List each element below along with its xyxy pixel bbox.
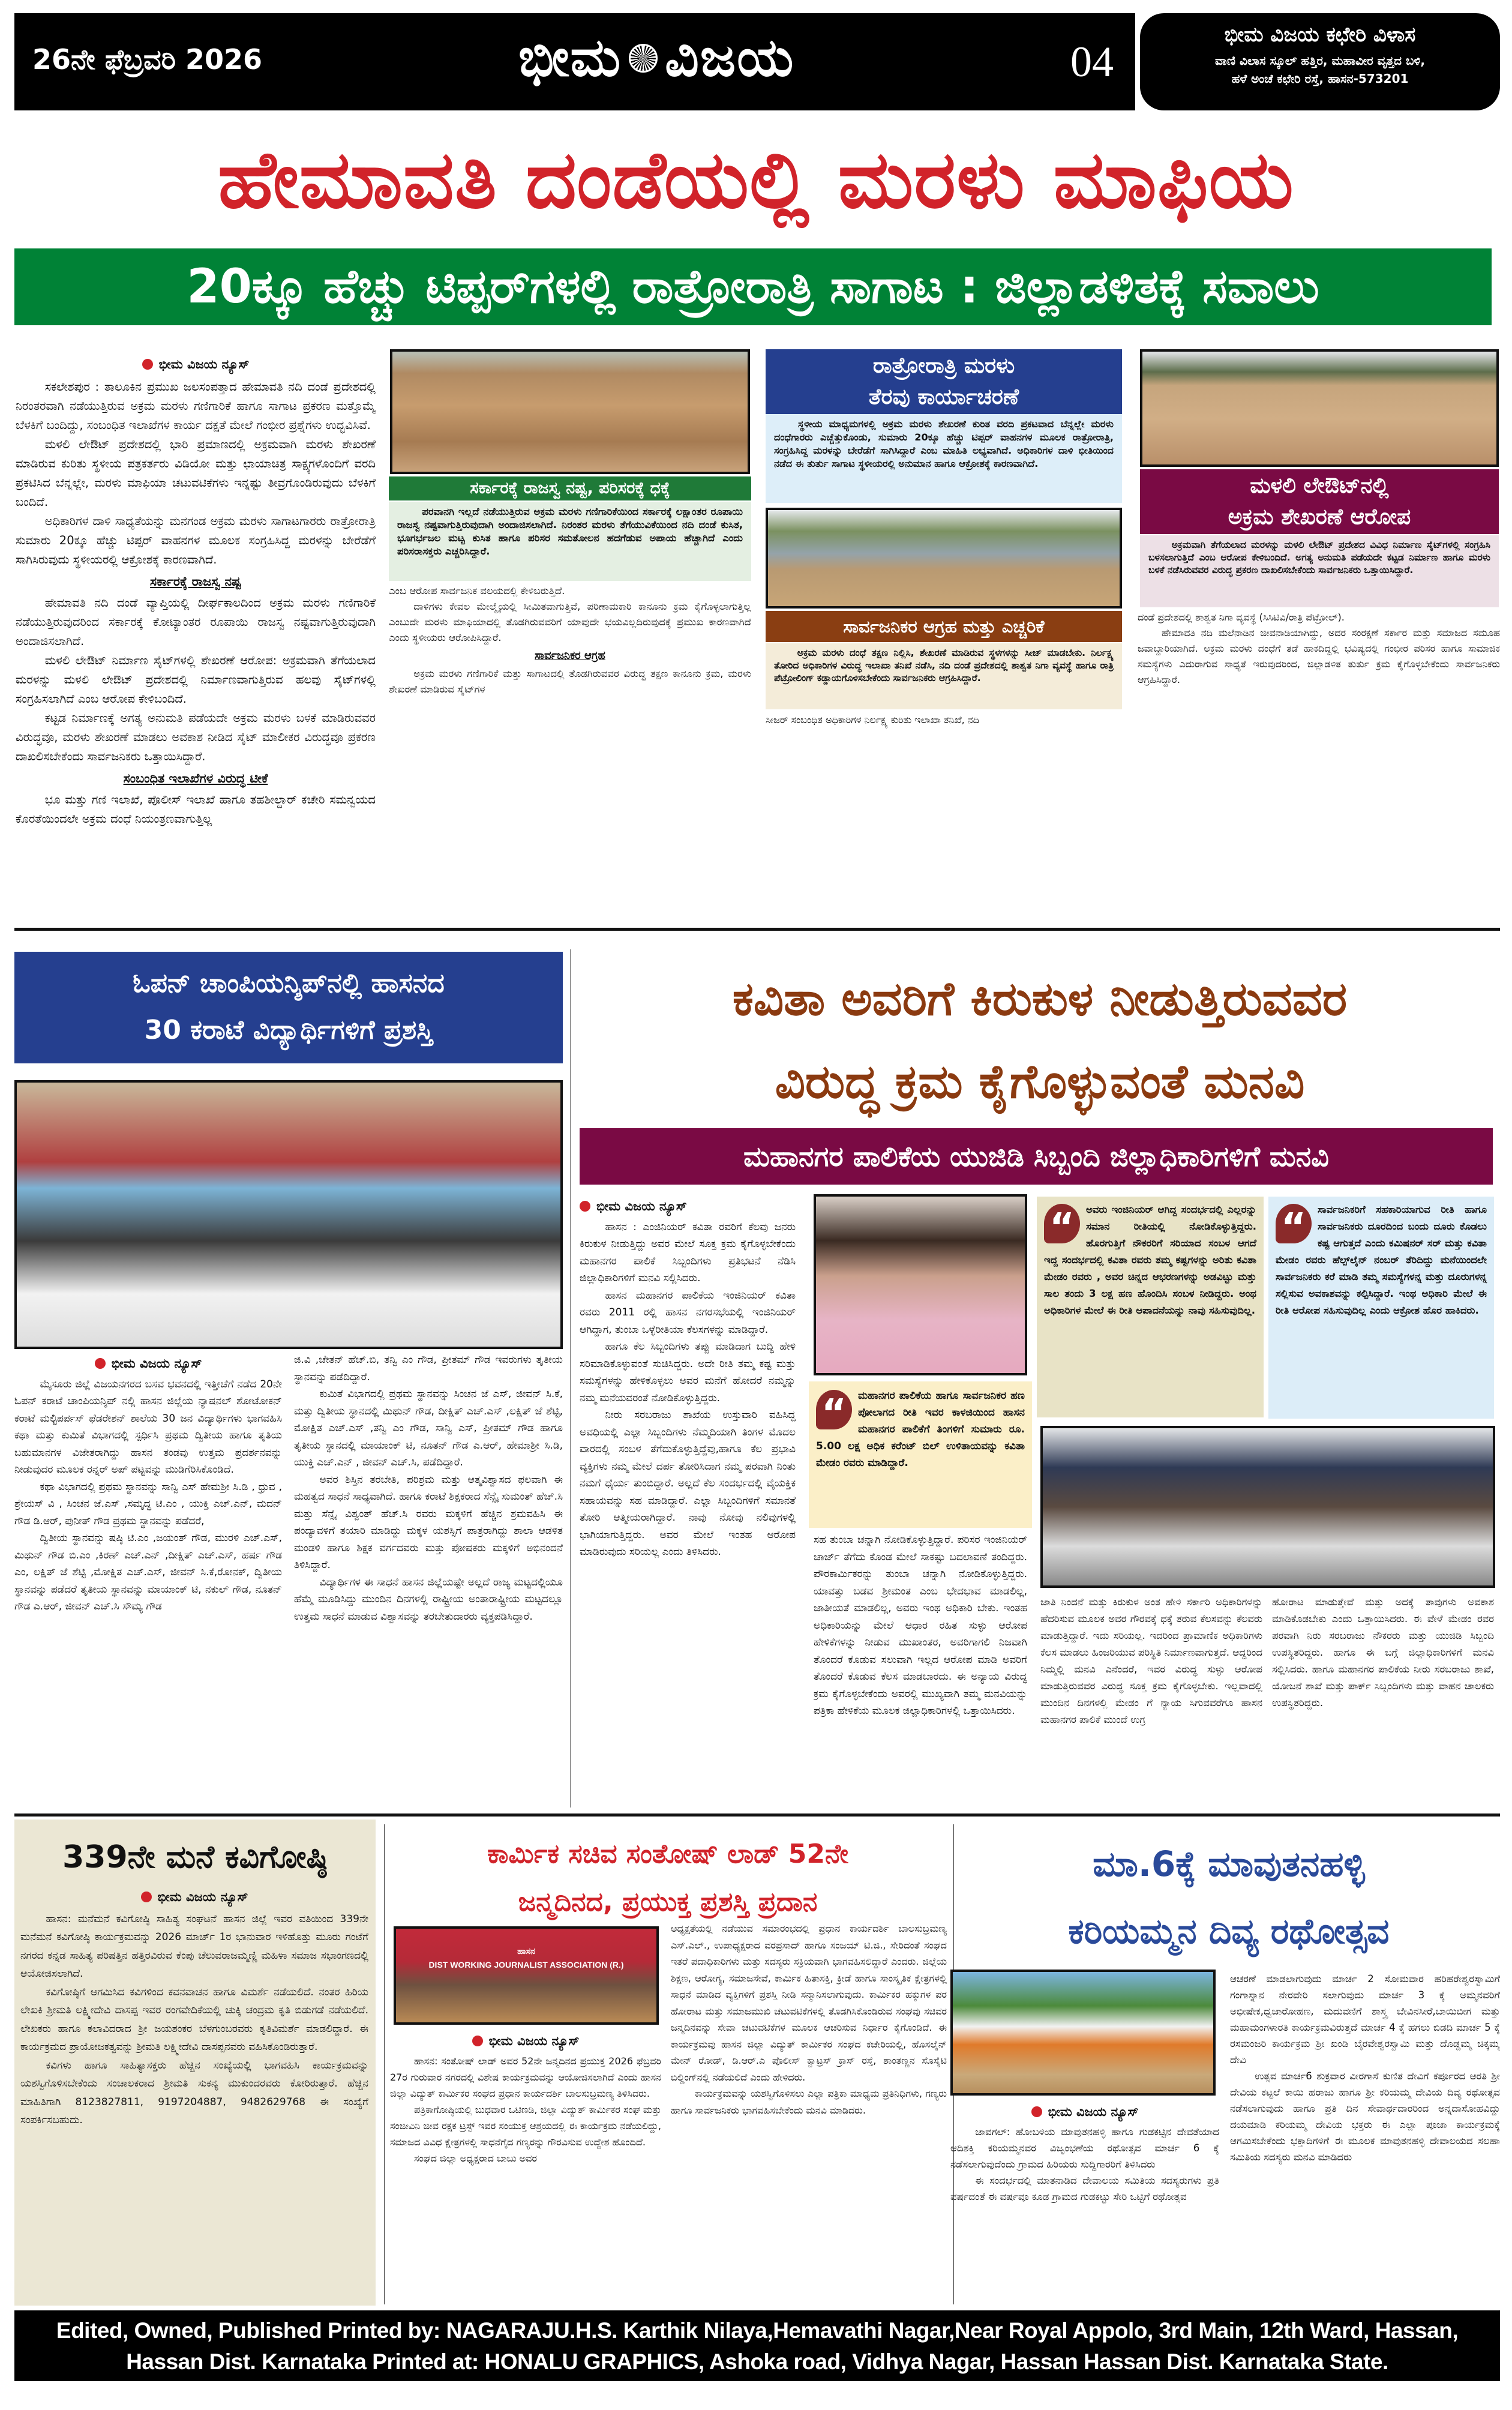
- column-divider: [384, 1824, 385, 2304]
- title-line: ಅಕ್ರಮ ಶೇಖರಣೆ ಆರೋಪ: [1228, 505, 1411, 529]
- paragraph: ಉತ್ಸವ ಮಾರ್ಚ6 ಶುಕ್ರವಾರ ವೀರಗಾಸೆ ಕುಣಿತ ದೇವಿಗೆ ಕರ್ಪೂರದ ಆರತಿ ಶ್ರೀ ದೇವಿಯ ಕಟ್ಟಲೆ ಕಾಯಿ ಹರಾಜು ಹಾಗೂ ಶ್ರೀ ಕರಿಯಮ್ಮ ದೇವಿಯ ದಿವ್ಯ ರಥೋತ್ಸವ ನಡೆಸಲಾಗುವುದು ಹಾಗೂ ಪ್ರತಿ ದಿನ ಸೇವಾರ್ಥದಾರರಿಂದ ಅನ್ನದಾಸೋಹವಿದ್ದು ದಯಮಾಡಿ ಕರಿಯಮ್ಮ ದೇವಿಯ ಭಕ್ತರು ಈ ಎಲ್ಲಾ ಪೂಜಾ ಕಾರ್ಯಕ್ರಮಕ್ಕೆ ಆಗಮಿಸಬೇಕೆಂದು ಭಕ್ತಾದಿಗಳಿಗೆ ಈ ಮೂಲಕ ಮಾವುತನಹಳ್ಳಿ ದೇವಾಲಯದ ಸಲಹಾ ಸಮಿತಿಯ ಸದಸ್ಯರು ಮನವಿ ಮಾಡಿದರು: [1230, 2070, 1500, 2163]
- paragraph: ಈ ಸಂದರ್ಭದಲ್ಲಿ ಮಾತನಾಡಿದ ದೇವಾಲಯ ಸಮಿತಿಯ ಸದಸ್ಯರುಗಳು ಪ್ರತಿ ವರ್ಷದಂತೆ ಈ ವರ್ಷವೂ ಕೂಡ ಗ್ರಾಮದ ಗುಡಕಟ್ಟು ಸೇರಿ ಒಟ್ಟಿಗೆ ರಥೋತ್ಸವ: [950, 2175, 1219, 2202]
- karate-headline: [14, 952, 563, 1063]
- paragraph: ಜಾತಿ ನಿಂದನೆ ಮತ್ತು ಕಿರುಕುಳ ಅಂತ ಹೇಳಿ ಸರ್ಕಾರಿ ಅಧಿಕಾರಿಗಳನ್ನು ಹೆದರಿಸುವ ಮೂಲಕ ಅವರ ಗೌರವಕ್ಕೆ ಧಕ್ಕೆ ತರುವ ಕೆಲಸವನ್ನು ಕೆಲವರು ಮಾಡುತ್ತಿದ್ದಾರೆ. ಇದು ಸರಿಯಲ್ಲ. ಇದರಿಂದ ಪ್ರಾಮಾಣಿಕ ಅಧಿಕಾರಿಗಳು ಕೆಲಸ ಮಾಡಲು ಹಿಂಜರಿಯುವ ಪರಿಸ್ಥಿತಿ ನಿರ್ಮಾಣವಾಗುತ್ತದೆ. ಆದ್ದರಿಂದ ನಿಮ್ಮಲ್ಲಿ ಮನವಿ ಎನೆಂದರೆ, ಇವರ ವಿರುದ್ಧ ಸುಳ್ಳು ಆರೋಪ ಮಾಡುತ್ತಿರುವವರ ವಿರುದ್ಧ ಸೂಕ್ತ ಕ್ರಮ ಕೈಗೊಳ್ಳಬೇಕು. ಇಲ್ಲವಾದಲ್ಲಿ ಮುಂದಿನ ದಿನಗಳಲ್ಲಿ ಮೇಡಂ ಗೆ ನ್ಯಾಯ ಸಿಗುವವರೆಗೂ ಹಾಸನ ಮಹಾನಗರ ಪಾಲಿಕೆ ಮುಂದೆ ಉಗ್ರ: [1040, 1596, 1262, 1725]
- subheading: ಸರ್ಕಾರಕ್ಕೆ ರಾಜಸ್ವ ನಷ್ಟ: [150, 574, 241, 589]
- paragraph: ವಿದ್ಯಾರ್ಥಿಗಳ ಈ ಸಾಧನೆ ಹಾಸನ ಜಿಲ್ಲೆಯಷ್ಟೇ ಅಲ್ಲದೆ ರಾಜ್ಯ ಮಟ್ಟದಲ್ಲಿಯೂ ಹೆಮ್ಮೆ ಮೂಡಿಸಿದ್ದು ಮುಂದಿನ ದಿನಗಳಲ್ಲಿ ರಾಷ್ಟ್ರೀಯ ಅಂತಾರಾಷ್ಟ್ರೀಯ ಮಟ್ಟದಲ್ಲೂ ಉತ್ತಮ ಸಾಧನೆ ಮಾಡುವ ವಿಶ್ವಾಸವನ್ನು ತರಬೇತುದಾರರು ವ್ಯಕ್ತಪಡಿಸಿದ್ದಾರೆ.: [294, 1576, 563, 1623]
- karate-column-1: [14, 1351, 282, 1808]
- paragraph: ಕವಿಗಳು ಹಾಗೂ ಸಾಹಿತ್ಯಾಸಕ್ತರು ಹೆಚ್ಚಿನ ಸಂಖ್ಯೆಯಲ್ಲಿ ಭಾಗವಹಿಸಿ ಕಾರ್ಯಕ್ರಮವನ್ನು ಯಶಸ್ವಿಗೊಳಿಸಬೇಕೆಂದು ಸಂಚಾಲಕರಾದ ಶ್ರೀಮತಿ ಸುಕನ್ಯ ಮುಕುಂದರವರು ಕೋರಿರುತ್ತಾರೆ. ಹೆಚ್ಚಿನ ಮಾಹಿತಿಗಾಗಿ 8123827811, 9197204887, 9482629768 ಈ ಸಂಖ್ಯೆಗೆ ಸಂಪರ್ಕಿಸಬಹುದು.: [20, 2059, 368, 2126]
- title-line: ವಿರುದ್ಧ ಕ್ರಮ ಕೈಗೊಳ್ಳುವಂತೆ ಮನವಿ: [775, 1055, 1305, 1109]
- kavitha-headline: [580, 958, 1500, 1132]
- green-box-text: [389, 502, 751, 581]
- masthead: [14, 13, 1135, 110]
- paragraph: ಹಾಸನ: ಮನೆಮನೆ ಕವಿಗೋಷ್ಠಿ ಸಾಹಿತ್ಯ ಸಂಘಟನೆ ಹಾಸನ ಜಿಲ್ಲೆ ಇವರ ವತಿಯಿಂದ 339ನೇ ಮನೆಮನೆ ಕವಿಗೋಷ್ಠಿ ಕಾರ್ಯಕ್ರಮವನ್ನು 2026 ಮಾರ್ಚ್ 1ರ ಭಾನುವಾರ ಇಳಿಹೊತ್ತು ಮೂರು ಗಂಟೆಗೆ ನಗರದ ಕನ್ನಡ ಸಾಹಿತ್ಯ ಪರಿಷತ್ತಿನ ಹತ್ತಿರವಿರುವ ಕೆಂಪು ಚೆಲುವರಾಜಮ್ಮಣ್ಣಿ ಮಹಿಳಾ ಸಮಾಜ ಸಭಾಂಗಣದಲ್ಲಿ ಆಯೋಜಿಸಲಾಗಿದೆ.: [20, 1913, 368, 1980]
- paragraph: ಅಧಿಕಾರಿಗಳ ದಾಳಿ ಸಾಧ್ಯತೆಯನ್ನು ಮನಗಂಡ ಅಕ್ರಮ ಮರಳು ಸಾಗಾಟಗಾರರು ರಾತ್ರೋರಾತ್ರಿ ಸುಮಾರು 20ಕ್ಕೂ ಹೆಚ್ಚು ಟಿಪ್ಪರ್ ವಾಹನಗಳ ಮೂಲಕ ಸಂಗ್ರಹಿಸಿದ್ದ ಮರಳನ್ನು ಬೇರೆಡೆಗೆ ಸಾಗಿಸಿರುವುದು ಸ್ಥಳೀಯರಲ್ಲಿ ಆಕ್ರೋಶಕ್ಕೆ ಕಾರಣವಾಗಿದೆ.: [16, 514, 376, 566]
- blue-box-title: [766, 349, 1122, 414]
- santosh-lad-column-2: [671, 1920, 947, 2304]
- kariyamma-column-2: [1230, 1971, 1500, 2304]
- sand-heap-photo: [1140, 349, 1499, 467]
- title-line: ಕವಿತಾ ಅವರಿಗೆ ಕಿರುಕುಳ ನೀಡುತ್ತಿರುವವರ: [732, 972, 1348, 1026]
- byline-text: ಭೀಮ ವಿಜಯ ನ್ಯೂಸ್: [596, 1199, 687, 1213]
- imprint-footer: [14, 2310, 1500, 2381]
- kariyamma-headline: [958, 1830, 1500, 1968]
- title-line: ಮಾ.6ಕ್ಕೆ ಮಾವುತನಹಳ್ಳಿ: [1093, 1844, 1365, 1884]
- kavitha-portrait-photo: [814, 1194, 1027, 1375]
- title-line: ಓಪನ್ ಚಾಂಪಿಯನ್ಶಿಪ್‌ನಲ್ಲಿ ಹಾಸನದ: [133, 968, 445, 999]
- photo-banner-kannada: ಹಾಸನ: [517, 1947, 535, 1956]
- paragraph: ಸಕಲೇಶಪುರ : ತಾಲೂಕಿನ ಪ್ರಮುಖ ಜಲಸಂಪತ್ತಾದ ಹೇಮಾವತಿ ನದಿ ದಂಡೆ ಪ್ರದೇಶದಲ್ಲಿ ನಿರಂತರವಾಗಿ ನಡೆಯುತ್ತಿರುವ ಅಕ್ರಮ ಮರಳು ಗಣಿಗಾರಿಕೆ ಹಾಗೂ ಸಾಗಾಟ ಪ್ರಕರಣ ಮತ್ತೊಮ್ಮೆ ಬೆಳಕಿಗೆ ಬಂದಿದ್ದು, ಸಂಬಂಧಿತ ಇಲಾಖೆಗಳ ಕಾರ್ಯ ದಕ್ಷತೆ ಮೇಲೆ ಗಂಭೀರ ಪ್ರಶ್ನೆಗಳು ಉದ್ಭವಿಸಿವೆ.: [16, 380, 376, 432]
- kavitha-column-3: [1040, 1594, 1262, 1801]
- red-dot-icon: [580, 1201, 590, 1212]
- paragraph: ಹಾಸನ ಮಹಾನಗರ ಪಾಲಿಕೆಯ ಇಂಜಿನಿಯರ್ ಕವಿತಾ ರವರು 2011 ರಲ್ಲಿ ಹಾಸನ ನಗರಸಭೆಯಲ್ಲಿ ಇಂಜಿನಿಯರ್ ಆಗಿದ್ದಾಗ, ತುಂಬಾ ಒಳ್ಳೆರೀತಿಯಾ ಕೆಲಸಗಳನ್ನು ಮಾಡಿದ್ದಾರೆ.: [580, 1289, 796, 1336]
- quote-text: ಮಹಾನಗರ ಪಾಲಿಕೆಯ ಹಾಗೂ ಸಾರ್ವಜನಿಕರ ಹಣ ಪೋಲಾಗದ ರೀತಿ ಇವರ ಕಾಳಜಿಯಿಂದ ಹಾಸನ ಮಹಾನಗರ ಪಾಲಿಕೆಗೆ ತಿಂಗಳಿಗೆ ಸುಮಾರು ರೂ. 5.00 ಲಕ್ಷ ಅಧಿಕ ಕರೆಂಟ್ ಬಿಲ್ ಉಳಿತಾಯವನ್ನು ಕವಿತಾ ಮೇಡಂ ರವರು ಮಾಡಿದ್ದಾರೆ.: [816, 1390, 1025, 1469]
- red-dot-icon: [95, 1358, 106, 1369]
- title-line: ಕಾರ್ಮಿಕ ಸಚಿವ ಸಂತೋಷ್ ಲಾಡ್ 52ನೇ: [487, 1839, 848, 1869]
- paragraph: ಅವರ ಶಿಸ್ತಿನ ತರಬೇತಿ, ಪರಿಶ್ರಮ ಮತ್ತು ಆತ್ಮವಿಶ್ವಾಸದ ಫಲವಾಗಿ ಈ ಮಹತ್ವದ ಸಾಧನೆ ಸಾಧ್ಯವಾಗಿದೆ. ಹಾಗೂ ಕರಾಟೆ ಶಿಕ್ಷಕರಾದ ಸೆನ್ಸೈ ಸುಮಂತ್ ಹೆಚ್.ಸಿ ಮತ್ತು ಸೆನ್ಸೈ ವಿಶ್ವಂತ್ ಹೆಚ್.ಸಿ ರವರು ಮಕ್ಕಳಿಗೆ ಹೆಚ್ಚಿನ ಶ್ರಮವಹಿಸಿ ಈ ಪಂದ್ಯಾವಳಿಗೆ ತಯಾರಿ ಮಾಡಿದ್ದು ಮಕ್ಕಳ ಯಶಸ್ಸಿಗೆ ಪಾತ್ರರಾಗಿದ್ದು ಶಾಲಾ ಆಡಳಿತ ಮಂಡಳಿ ಹಾಗೂ ಶಿಕ್ಷಕ ವರ್ಗದವರು ಮತ್ತು ಪೋಷಕರು ಮಕ್ಕಳಿಗೆ ಅಭಿನಂದನೆ ತಿಳಿಸಿದ್ದಾರೆ.: [294, 1473, 563, 1571]
- red-dot-icon: [142, 359, 153, 370]
- paragraph: ಹಾಸನ : ಎಂಜಿನಿಯರ್ ಕವಿತಾ ರವರಿಗೆ ಕೆಲವು ಜನರು ಕಿರುಕುಳ ನೀಡುತ್ತಿದ್ದು ಅವರ ಮೇಲೆ ಸೂಕ್ತ ಕ್ರಮ ಕೈಗೊಳ್ಳಬೇಕೆಂದು ಮಹಾನಗರ ಪಾಲಿಕೆ ಸಿಬ್ಬಂದಿಗಳು ಪ್ರತಿಭಟನೆ ನೆಡಿಸಿ ಜಿಲ್ಲಾಧಿಕಾರಿಗಳಿಗೆ ಮನವಿ ಸಲ್ಲಿಸಿದರು.: [580, 1221, 796, 1284]
- paragraph: ಮೈಸೂರು ಜಿಲ್ಲೆ ವಿಜಯನಗರದ ಬಸವ ಭವನದಲ್ಲಿ ಇತ್ತೀಚೆಗೆ ನಡೆದ 20ನೇ ಓಪನ್ ಕರಾಟೆ ಚಾಂಪಿಯನ್ಶಿಪ್ ನಲ್ಲಿ ಹಾಸನ ಜಿಲ್ಲೆಯ ನ್ಯಾಷನಲ್ ಶೋಟೋಕನ್ ಕರಾಟೆ ಮಲ್ಟಿಪರ್ಪಸ್ ಫೆಡರೇಶನ್ ಶಾಲೆಯ 30 ಜನ ವಿದ್ಯಾರ್ಥಿಗಳು ಭಾಗವಹಿಸಿ ಕಥಾ ಮತ್ತು ಕುಮಿತೆ ವಿಭಾಗದಲ್ಲಿ ಸ್ಪರ್ಧಿಸಿ ಪ್ರಥಮ ದ್ವಿತೀಯ ಹಾಗೂ ತೃತಿಯ ಬಹುಮಾನಗಳ ವಿಜೇತರಾಗಿದ್ದು ಹಾಸನ ತಂಡವು ಉತ್ತಮ ಪ್ರದರ್ಶನವನ್ನು ನೀಡುವುದರ ಮೂಲಕ ರನ್ನರ್ ಅಪ್ ಪಟ್ಟವನ್ನು ಮುಡಿಗೆರಿಸಿಕೊಂಡಿದೆ.: [14, 1378, 282, 1476]
- quote-box-yellow: [809, 1381, 1032, 1528]
- brown-box-text: [766, 643, 1122, 709]
- blue-box-text: [766, 414, 1122, 503]
- box-paragraph: ಸ್ಥಳೀಯ ಮಾಧ್ಯಮಗಳಲ್ಲಿ ಅಕ್ರಮ ಮರಳು ಶೇಖರಣೆ ಕುರಿತ ವರದಿ ಪ್ರಕಟವಾದ ಬೆನ್ನಲ್ಲೇ ಮರಳು ದಂಧೆಗಾರರು ಎಚ್ಚೆತ್ತುಕೊಂಡು, ಸುಮಾರು 20ಕ್ಕೂ ಹೆಚ್ಚು ಟಿಪ್ಪರ್ ವಾಹನಗಳ ಮೂಲಕ ರಾತ್ರೋರಾತ್ರಿ, ಸಂಗ್ರಹಿಸಿದ್ದ ಮರಳನ್ನು ಬೇರೆಡೆಗೆ ಸಾಗಿಸಿದ್ದಾರೆ ಎಂಬ ಮಾಹಿತಿ ಲಭ್ಯವಾಗಿದೆ. ಅಧಿಕಾರಿಗಳ ದಾಳಿ ಭೀತಿಯಿಂದ ನಡೆದ ಈ ತುರ್ತು ಸಾಗಾಟ ಸ್ಥಳೀಯರಲ್ಲಿ ಅನುಮಾನ ಹಾಗೂ ಆಕ್ರೋಶಕ್ಕೆ ಕಾರಣವಾಗಿದೆ.: [774, 418, 1114, 469]
- quote-icon: “: [1276, 1204, 1312, 1243]
- title-line: ಮಳಲಿ ಲೇಔಟ್‌ನಲ್ಲಿ: [1250, 473, 1389, 498]
- subheading: ಸಾರ್ವಜನಿಕರ ಆಗ್ರಹ: [535, 649, 605, 662]
- byline: [20, 1888, 368, 1907]
- red-dot-icon: [1031, 2106, 1042, 2117]
- box-paragraph: ಅಕ್ರಮ ಮರಳು ದಂಧೆ ತಕ್ಷಣ ನಿಲ್ಲಿಸಿ, ಶೇಖರಣೆ ಮಾಡಿರುವ ಸ್ಥಳಗಳನ್ನು ಸೀಜ್ ಮಾಡಬೇಕು. ನಿರ್ಲಕ್ಷ್ಯ ತೋರಿದ ಅಧಿಕಾರಿಗಳ ವಿರುದ್ಧ ಇಲಾಖಾ ತನಿಖೆ ನಡೆಸಿ, ನದಿ ದಂಡೆ ಪ್ರದೇಶದಲ್ಲಿ ಶಾಶ್ವತ ನಿಗಾ ವ್ಯವಸ್ಥೆ ಹಾಗೂ ರಾತ್ರಿ ಪೆಟ್ರೋಲಿಂಗ್ ಕಡ್ಡಾಯಗೊಳಿಸಬೇಕೆಂದು ಸಾರ್ವಜನಿಕರು ಆಗ್ರಹಿಸಿದ್ದಾರೆ.: [774, 648, 1114, 684]
- karate-column-2: [294, 1351, 563, 1808]
- sand-mining-photo: [390, 349, 750, 474]
- paragraph: ಕಟ್ಟಡ ನಿರ್ಮಾಣಕ್ಕೆ ಅಗತ್ಯ ಅನುಮತಿ ಪಡೆಯದೇ ಅಕ್ರಮ ಮರಳು ಬಳಕೆ ಮಾಡಿರುವವರ ವಿರುದ್ಧವೂ, ಮರಳು ಶೇಖರಣೆ ಮಾಡಲು ಅವಕಾಶ ನೀಡಿದ ಸೈಟ್ ಮಾಲೀಕರ ವಿರುದ್ಧವೂ ಪ್ರಕರಣ ದಾಖಲಿಸಬೇಕೆಂದು ಸಾರ್ವಜನಿಕರು ಒತ್ತಾಯಿಸಿದ್ದಾರೆ.: [16, 711, 376, 763]
- byline: [950, 2104, 1219, 2120]
- red-dot-icon: [472, 2036, 483, 2046]
- issue-date: 26ನೇ ಫೆಬ್ರವರಿ 2026: [32, 43, 263, 76]
- paragraph: ಭೂ ಮತ್ತು ಗಣಿ ಇಲಾಖೆ, ಪೊಲೀಸ್ ಇಲಾಖೆ ಹಾಗೂ ತಹಶೀಲ್ದಾರ್ ಕಚೇರಿ ಸಮನ್ವಯದ ಕೊರತೆಯಿಂದಲೇ ಅಕ್ರಮ ದಂಧೆ ನಿಯಂತ್ರಣವಾಗುತ್ತಿಲ್ಲ: [16, 793, 376, 826]
- kavitha-column-4: [1272, 1594, 1494, 1801]
- quote-box-khaki: [1037, 1197, 1264, 1417]
- photo-banner-text: DIST WORKING JOURNALIST ASSOCIATION (R.): [428, 1960, 624, 1970]
- ugd-staff-group-photo: [1040, 1426, 1495, 1588]
- lead-story-column-2: [389, 583, 751, 925]
- paragraph: ಎಂಬ ಆರೋಪ ಸಾರ್ವಜನಿಕ ವಲಯದಲ್ಲಿ ಕೇಳಿಬರುತ್ತಿದೆ.: [389, 585, 565, 596]
- quote-box-blue: [1268, 1197, 1494, 1419]
- paragraph: ಸಂಘದ ಜಿಲ್ಲಾ ಅಧ್ಯಕ್ಷರಾದ ಬಾಬು ಅವರ: [414, 2153, 537, 2164]
- brown-box-title: ಸಾರ್ವಜನಿಕರ ಆಗ್ರಹ ಮತ್ತು ಎಚ್ಚರಿಕೆ: [766, 611, 1122, 642]
- paragraph: ಮಳಲಿ ಲೇಔಟ್ ನಿರ್ಮಾಣ ಸೈಟ್‌ಗಳಲ್ಲಿ ಶೇಖರಣೆ ಆರೋಪ: ಅಕ್ರಮವಾಗಿ ತೆಗೆಯಲಾದ ಮರಳನ್ನು ಮಳಲಿ ಲೇಔಟ್ ಪ್ರದೇಶದಲ್ಲಿ ನಿರ್ಮಾಣವಾಗುತ್ತಿರುವ ಹಲವು ಸೈಟ್‌ಗಳಲ್ಲಿ ಸಂಗ್ರಹಿಸಲಾಗಿದೆ ಎಂಬ ಆರೋಪ ಕೇಳಿಬಂದಿದೆ.: [16, 654, 376, 706]
- lead-headline: ಹೇಮಾವತಿ ದಂಡೆಯಲ್ಲಿ ಮರಳು ಮಾಫಿಯ: [218, 134, 1294, 226]
- red-dot-icon: [141, 1892, 152, 1902]
- newspaper-logo: [518, 26, 794, 89]
- paragraph: ಜಿ.ವಿ ,ಚೇತನ್ ಹೆಚ್.ಬಿ, ತನ್ವಿ ಎಂ ಗೌಡ, ಪ್ರೀತಮ್ ಗೌಡ ಇವರುಗಳು ತೃತೀಯ ಸ್ಥಾನವನ್ನು ಪಡೆದಿದ್ದಾರೆ.: [294, 1354, 563, 1383]
- river-bank-photo: [766, 508, 1122, 609]
- paragraph: ದಂಡೆ ಪ್ರದೇಶದಲ್ಲಿ ಶಾಶ್ವತ ನಿಗಾ ವ್ಯವಸ್ಥೆ (ಸಿಸಿಟಿವಿ/ರಾತ್ರಿ ಪೆಟ್ರೋಲ್).: [1138, 612, 1345, 623]
- page-number: 04: [1070, 38, 1114, 86]
- byline-text: ಭೀಮ ವಿಜಯ ನ್ಯೂಸ್: [157, 1890, 248, 1904]
- office-address-box: [1140, 13, 1500, 110]
- kavitha-column-1: [580, 1194, 796, 1800]
- santosh-lad-column-1: [390, 2030, 661, 2303]
- paragraph: ಮಳಲಿ ಲೇಔಟ್ ಪ್ರದೇಶದಲ್ಲಿ ಭಾರಿ ಪ್ರಮಾಣದಲ್ಲಿ ಅಕ್ರಮವಾಗಿ ಮರಳು ಶೇಖರಣೆ ಮಾಡಿರುವ ಕುರಿತು ಸ್ಥಳೀಯ ಪತ್ರಕರ್ತರು ವಿಡಿಯೋ ಮತ್ತು ಛಾಯಾಚಿತ್ರ ಸಾಕ್ಷ್ಯಗಳೊಂದಿಗೆ ವರದಿ ಪ್ರಕಟಿಸಿದ ಬೆನ್ನಲ್ಲೇ, ಮರಳು ಮಾಫಿಯಾ ಚಟುವಟಿಕೆಗಳು ಇನ್ನಷ್ಟು ತೀವ್ರಗೊಂಡಿರುವುದು ಬೆಳಕಿಗೆ ಬಂದಿದೆ.: [16, 437, 376, 509]
- paragraph: ದಾಳಿಗಳು ಕೇವಲ ಮೇಲ್ಮೈಯಲ್ಲಿ ಸೀಮಿತವಾಗುತ್ತಿವೆ, ಪರಿಣಾಮಕಾರಿ ಕಾನೂನು ಕ್ರಮ ಕೈಗೊಳ್ಳಲಾಗುತ್ತಿಲ್ಲ ಎಂಬುದೇ ಮರಳು ಮಾಫಿಯಾದಲ್ಲಿ ತೊಡಗಿರುವವರಿಗೆ ಯಾವುದೇ ಭಯವಿಲ್ಲದಿರುವುದಕ್ಕೆ ಪ್ರಮುಖ ಕಾರಣವಾಗಿದೆ ಎಂದು ಸ್ಥಳೀಯರು ಆರೋಪಿಸಿದ್ದಾರೆ.: [389, 601, 751, 643]
- paragraph: ಕವಿಗೋಷ್ಠಿಗೆ ಆಗಮಿಸಿದ ಕವಿಗಳಿಂದ ಕವನವಾಚನ ಹಾಗೂ ವಿಮರ್ಶೆ ನಡೆಯಲಿದೆ. ನಂತರ ಹಿರಿಯ ಲೇಖಕಿ ಶ್ರೀಮತಿ ಲಕ್ಷ್ಮೀದೇವಿ ದಾಸಪ್ಪ ಇವರ ರಂಗವೇದಿಕೆಯಲ್ಲಿ ಚುಕ್ಕಿ ಚಂದ್ರಮ ಕೃತಿ ಬಿಡುಗಡೆ ನಡೆಯಲಿದೆ. ಲೇಖಕರು ಹಾಗೂ ಕಲಾವಿದರಾದ ಶ್ರೀ ಜಯಶಂಕರ ಬೆಳಗುಂಬರವರು ಕೃತಿವಿಮರ್ಶೆ ಮಾಡಲಿದ್ದಾರೆ. ಈ ಕಾರ್ಯಕ್ರಮದ ಪ್ರಾಯೋಜಕತ್ವವನ್ನು ಶ್ರೀಮತಿ ಲಕ್ಷ್ಮೀದೇವಿ ದಾಸಪ್ಪನವರು ವಹಿಸಿಕೊಂಡಿರುತ್ತಾರೆ.: [20, 1986, 368, 2053]
- column-divider: [570, 949, 571, 1808]
- press-meet-photo: [394, 1926, 659, 2025]
- byline: [14, 1355, 282, 1372]
- lead-story-column-3: ಸೀಜರ್ ಸಂಬಂಧಿತ ಅಧಿಕಾರಿಗಳ ನಿರ್ಲಕ್ಷ್ಯ ಕುರಿತು ಇಲಾಖಾ ತನಿಖೆ, ನದಿ: [766, 714, 980, 726]
- byline-text: ಭೀಮ ವಿಜಯ ನ್ಯೂಸ್: [111, 1356, 202, 1371]
- lead-subheadline: 20ಕ್ಕೂ ಹೆಚ್ಚು ಟಿಪ್ಪರ್‌ಗಳಲ್ಲಿ ರಾತ್ರೋರಾತ್ರಿ ಸಾಗಾಟ : ಜಿಲ್ಲಾಡಳಿತಕ್ಕೆ ಸವಾಲು: [14, 248, 1492, 325]
- paragraph: ಅಧ್ಯಕ್ಷತೆಯಲ್ಲಿ ನಡೆಯುವ ಸಮಾರಂಭದಲ್ಲಿ ಪ್ರಧಾನ ಕಾರ್ಯದರ್ಶಿ ಬಾಲಸುಬ್ರಮಣ್ಯ ಎಸ್.ಎಲ್., ಉಪಾಧ್ಯಕ್ಷರಾದ ವರಪ್ರಸಾದ್ ಹಾಗೂ ಸಂಜಯ್ ಟಿ.ಜಿ., ಸೇರಿದಂತೆ ಸಂಘದ ಇತರೆ ಪದಾಧಿಕಾರಿಗಳು ಮತ್ತು ಸದಸ್ಯರು ಸಕ್ರಿಯವಾಗಿ ಭಾಗವಹಿಸಲಿದ್ದಾರೆ ಎಂದರು. ಜಿಲ್ಲೆಯ ಶಿಕ್ಷಣ, ಆರೋಗ್ಯ, ಸಮಾಜಸೇವೆ, ಕಾರ್ಮಿಕ ಹಿತಾಸಕ್ತಿ, ಕ್ರೀಡೆ ಹಾಗೂ ಸಾಂಸ್ಕೃತಿಕ ಕ್ಷೇತ್ರಗಳಲ್ಲಿ ಸಾಧನೆ ಮಾಡಿದ ವ್ಯಕ್ತಿಗಳಿಗೆ ಪ್ರಶಸ್ತಿ ನೀಡಿ ಸನ್ಮಾನಿಸಲಾಗುವುದು. ಕಾರ್ಮಿಕರ ಹಕ್ಕುಗಳ ಪರ ಹೋರಾಟ ಮತ್ತು ಸಮಾಜಮುಖಿ ಚಟುವಟಿಕೆಗಳಲ್ಲಿ ತೊಡಗಿಸಿಕೊಂಡಿರುವ ಸಂಘವು ಸಚಿವರ ಜನ್ಮದಿನವನ್ನು ಸೇವಾ ಚಟುವಟಿಕೆಗಳ ಮೂಲಕ ಆಚರಿಸುವ ನಿರ್ಧಾರ ಕೈಗೊಂಡಿದೆ. ಈ ಕಾರ್ಯಕ್ರಮವು ಹಾಸನ ಜಿಲ್ಲಾ ವಿದ್ಯುತ್ ಕಾರ್ಮಿಕರ ಸಂಘದ ಕಚೇರಿಯಲ್ಲಿ, ಹೊಸಲೈನ್ ಮೇನ್ ರೋಡ್, ಡಿ.ಆರ್.ಎ ಪೊಲೀಸ್ ಕ್ವಾಟ್ರಸ್ ಕ್ರಾಸ್ ರಸ್ತೆ, ಶಾಂತಣ್ಣನ ಸೊಸೈಟಿ ಬಿಲ್ಡಿಂಗ್‌ನಲ್ಲಿ ನಡೆಯಲಿದೆ ಎಂದು ಹೇಳಿದರು.: [671, 1923, 947, 2083]
- title-line: ರಾತ್ರೋರಾತ್ರಿ ಮರಳು: [872, 353, 1015, 378]
- kavigoshti-body: [20, 1884, 368, 2304]
- kavitha-subheadline: ಮಹಾನಗರ ಪಾಲಿಕೆಯ ಯುಜಿಡಿ ಸಿಬ್ಬಂದಿ ಜಿಲ್ಲಾಧಿಕಾರಿಗಳಿಗೆ ಮನವಿ: [580, 1128, 1493, 1185]
- subheading: ಸಂಬಂಧಿತ ಇಲಾಖೆಗಳ ವಿರುದ್ಧ ಟೀಕೆ: [123, 771, 268, 786]
- title-line: ತೆರವು ಕಾರ್ಯಾಚರಣೆ: [868, 385, 1019, 409]
- paragraph: ಅಕ್ರಮ ಮರಳು ಗಣಿಗಾರಿಕೆ ಮತ್ತು ಸಾಗಾಟದಲ್ಲಿ ತೊಡಗಿರುವವರ ವಿರುದ್ಧ ತಕ್ಷಣ ಕಾನೂನು ಕ್ರಮ, ಮರಳು ಶೇಖರಣೆ ಮಾಡಿರುವ ಸೈಟ್‌ಗಳ: [389, 668, 751, 695]
- paragraph: ನೀರು ಸರಬರಾಜು ಶಾಖೆಯ ಉಸ್ತುವಾರಿ ವಹಿಸಿದ್ದ ಅವಧಿಯಲ್ಲಿ ಎಲ್ಲಾ ಸಿಬ್ಬಂದಿಗಳು ನೆಮ್ಮದಿಯಾಗಿ ತಿಂಗಳ ಮೊದಲ ವಾರದಲ್ಲಿ ಸಂಬಳ ತೆಗೆದುಕೊಳ್ಳುತ್ತಿದ್ದೆವು,ಹಾಗೂ ಕೆಲ ಪ್ರಭಾವಿ ವ್ಯಕ್ತಿಗಳು ನಮ್ಮ ಮೇಲೆ ದರ್ಪ ತೋರಿಸಿದಾಗ ನಮ್ಮ ಪರವಾಗಿ ನಿಂತು ನಮಗೆ ಧೈರ್ಯ ತುಂಬಿದ್ದಾರೆ. ಅಲ್ಲದೆ ಕೆಲ ಸಂದರ್ಭದಲ್ಲಿ ವೈಯಕ್ತಿಕ ಸಹಾಯವನ್ನು ಸಹ ಮಾಡಿದ್ದಾರೆ. ಎಲ್ಲಾ ಸಿಬ್ಬಂದಿಗಳಿಗೆ ಸಮಾನತೆ ತೋರಿ ಆತ್ಮೀಯರಾಗಿದ್ದಾರೆ. ನಾವು ನೋವು ನಲಿವುಗಳಲ್ಲಿ ಭಾಗಿಯಾಗುತ್ತಿದ್ದರು. ಅವರ ಮೇಲೆ ಇಂತಹ ಆರೋಪ ಮಾಡಿರುವುದು ಸರಿಯಲ್ಲ ಎಂದು ತಿಳಿಸಿದರು.: [580, 1409, 796, 1558]
- byline: [580, 1198, 796, 1215]
- lead-story-column-4: [1138, 610, 1500, 730]
- byline-text: ಭೀಮ ವಿಜಯ ನ್ಯೂಸ್: [1048, 2105, 1139, 2119]
- paragraph: ಆಚರಣೆ ಮಾಡಲಾಗುವುದು ಮಾರ್ಚ 2 ಸೋಮವಾರ ಹರಿಹರೇಶ್ವರಸ್ವಾಮಿಗೆ ಗಂಗಾಸ್ನಾನ ನೇರವೇರಿ ಸಲಾಗುವುದು ಮಾರ್ಚ 3 ಕ್ಕೆ ಅಮ್ಮನವರಿಗೆ ಅಭೀಷೇಕ,ಧ್ವಜಾರೋಹಣ, ಮದುವಣಿಗೆ ಶಾಸ್ತ್ರ ಬೇವಿನಸೀರೆ,ಬಾಯಿಬೀಗ ಮತ್ತು ಮಹಾಮಂಗಳಾರತಿ ಕಾರ್ಯಕ್ರಮವಿರುತ್ತದೆ ಮಾರ್ಚ 4 ಕ್ಕೆ ಹಗಲು ಬಿಡದಿ ಮಾರ್ಚ 5 ಕ್ಕೆ ರಸಮಂಜರಿ ಕಾರ್ಯಕ್ರಮ ಶ್ರೀ ಖಂಡಿ ಬೈರವೇಶ್ವರಸ್ವಾಮಿ ಮತ್ತು ದೊಡ್ಡಮ್ಮ ಚಿಕ್ಕಮ್ಮ ದೇವಿ: [1230, 1973, 1500, 2066]
- title-line: ಕರಿಯಮ್ಮನ ದಿವ್ಯ ರಥೋತ್ಸವ: [1068, 1911, 1390, 1952]
- quote-icon: “: [1044, 1204, 1080, 1243]
- green-box-title: ಸರ್ಕಾರಕ್ಕೆ ರಾಜಸ್ವ ನಷ್ಟ, ಪರಿಸರಕ್ಕೆ ಧಕ್ಕೆ: [389, 476, 751, 500]
- office-address-line1: ವಾಣಿ ವಿಲಾಸ ಸ್ಕೂಲ್ ಹತ್ತಿರ, ಮಹಾವೀರ ವೃತ್ತದ ಬಳಿ,: [1214, 53, 1426, 68]
- byline: [16, 355, 376, 374]
- quote-text: ಅವರು ಇಂಜಿನಿಯರ್ ಆಗಿದ್ದ ಸಂದರ್ಭದಲ್ಲಿ ಎಲ್ಲರನ್ನು ಸಮಾನ ರೀತಿಯಲ್ಲಿ ನೋಡಿಕೊಳ್ಳುತ್ತಿದ್ದರು. ಹೊರಗುತ್ತಿಗೆ ನೌಕರರಿಗೆ ಸರಿಯಾದ ಸಂಬಳ ಆಗದೆ ಇದ್ದ ಸಂದರ್ಭದಲ್ಲಿ ಕವಿತಾ ರವರು ತಮ್ಮ ಕಷ್ಟಗಳನ್ನು ಅರಿತು ಕವಿತಾ ಮೇಡಂ ರವರು , ಅವರ ಚಿನ್ನದ ಆಭರಣಗಳನ್ನು ಅಡವಿಟ್ಟು ಮತ್ತು ಸಾಲ ತಂದು 3 ಲಕ್ಷ ಹಣ ಹೊಂದಿಸಿ ಸಂಬಳ ನೀಡಿದ್ದರು. ಅಂಥ ಅಧಿಕಾರಿಗಳ ಮೇಲೆ ಈ ರೀತಿ ಆಪಾದನೆಯನ್ನು ನಾವು ಸಹಿಸುವುದಿಲ್ಲ.: [1044, 1204, 1256, 1316]
- title-line: 30 ಕರಾಟೆ ವಿದ್ಯಾರ್ಥಿಗಳಿಗೆ ಪ್ರಶಸ್ತಿ: [144, 1015, 433, 1045]
- paragraph: ಕಾರ್ಯಕ್ರಮವನ್ನು ಯಶಸ್ವಿಗೊಳಿಸಲು ಎಲ್ಲಾ ಪತ್ರಿಕಾ ಮಾಧ್ಯಮ ಪ್ರತಿನಿಧಿಗಳು, ಗಣ್ಯರು ಹಾಗೂ ಸಾರ್ವಜನಿಕರು ಭಾಗವಹಿಸಬೇಕೆಂದು ಮನವಿ ಮಾಡಿದರು.: [671, 2088, 947, 2116]
- paragraph: ಹಾಗೂ ಕೆಲ ಸಿಬ್ಬಂದಿಗಳು ತಪ್ಪು ಮಾಡಿದಾಗ ಬುದ್ಧಿ ಹೇಳಿ ಸರಿಮಾಡಿಕೊಳ್ಳುವಂತೆ ಸುಚಿಸಿದ್ದರು. ಅದೇ ರೀತಿ ತಮ್ಮ ಕಷ್ಟ ಮತ್ತು ಸಮಸ್ಯೆಗಳನ್ನು ಹೇಳಿಕೊಳ್ಳಲು ಅವರ ಮನೆಗೆ ಹೋದರೆ ನಮ್ಮನ್ನು ನಮ್ಮ ಮನೆಯವರಂತೆ ನೋಡಿಕೊಳ್ಳುತ್ತಿದ್ದರು.: [580, 1341, 796, 1404]
- paragraph: ಸಹ ತುಂಬಾ ಚನ್ನಾಗಿ ನೋಡಿಕೊಳ್ಳುತ್ತಿದ್ದಾರೆ. ಪರಿಸರ ಇಂಜಿನಿಯರ್ ಚಾರ್ಜ್ ತೆಗೆದು ಕೊಂಡ ಮೇಲೆ ಸಾಕಷ್ಟು ಬದಲಾವಣೆ ತಂದಿದ್ದರು. ಪೌರಕಾರ್ಮಿಕರನ್ನು ತುಂಬಾ ಚನ್ನಾಗಿ ನೋಡಿಕೊಳ್ಳುತ್ತಿದ್ದರು. ಯಾವತ್ತು ಬಡವ ಶ್ರೀಮಂತ ಎಂಬ ಭೇದಭಾವ ಮಾಡಲಿಲ್ಲ, ಜಾತೀಯತೆ ಮಾಡಲಿಲ್ಲ, ಅವರು ಇಂಥ ಅಧಿಕಾರಿ ಬೇಕು. ಇಂತಹ ಅಧಿಕಾರಿಯನ್ನು ಮೇಲೆ ಆಧಾರ ರಹಿತ ಸುಳ್ಳು ಆರೋಪ ಹೇಳಿಕೆಗಳನ್ನು ನೀಡುವ ಮುಖಾಂತರ, ಅವರಿಗಾಗಲಿ ನಿಜವಾಗಿ ತೊಂದರೆ ಕೊಡುವ ಸಲುವಾಗಿ ಇಲ್ಲದ ಆರೋಪ ಮಾಡಿ ಅವರಿಗೆ ತೊಂದರೆ ಕೊಡುವ ಕೆಲಸ ಮಾಡಬಾರದು. ಈ ಅನ್ಯಾಯ ವಿರುದ್ಧ ಕ್ರಮ ಕೈಗೊಳ್ಳಬೇಕೆಂದು ಅವರಲ್ಲಿ ಮುಖ್ಯವಾಗಿ ತಮ್ಮ ಮನವಿಯನ್ನು ಪತ್ರಿಕಾ ಹೇಳಿಕೆಯ ಮೂಲಕ ಜಿಲ್ಲಾಧಿಕಾರಿಗಳಲ್ಲಿ ಒತ್ತಾಯಿಸಿದರು.: [814, 1534, 1027, 1717]
- paragraph: ಕುಮಿತೆ ವಿಭಾಗದಲ್ಲಿ ಪ್ರಥಮ ಸ್ಥಾನವನ್ನು ಸಿಂಚನ ಜೆ ಎಸ್, ಜೀವನ್ ಸಿ.ಕೆ, ಮತ್ತು ದ್ವಿತೀಯ ಸ್ಥಾನದಲ್ಲಿ ಮಿಥುನ್ ಗೌಡ, ದೀಕ್ಷಿತ್ ಎಚ್.ಎಸ್ ,ಲಕ್ಷಿತ್ ಜೆ ಶೆಟ್ಟಿ, ಮೋಕ್ಷಿತ ಎಚ್.ಎಸ್ ,ತನ್ವಿ ಎಂ ಗೌಡ, ಸಾನ್ವಿ ಎಸ್, ಪ್ರೀತಮ್ ಗೌಡ ಹಾಗೂ ತೃತೀಯ ಸ್ಥಾನದಲ್ಲಿ ಮಾಯಾಂಕ್ ಟಿ, ನೂತನ್ ಗೌಡ ಎ.ಆರ್, ಹೇಮಾಶ್ರೀ ಸಿ.ಡಿ, ಯುಕ್ತಿ ಎಚ್.ಎನ್ , ಜೀವನ್ ಎಚ್.ಸಿ, ಪಡೆದಿದ್ದಾರೆ.: [294, 1388, 563, 1468]
- paragraph: ಪತ್ರಿಕಾಗೋಷ್ಠಿಯಲ್ಲಿ ಬುಧವಾರ ಒಟಿಣಡಿ, ಜಿಲ್ಲಾ ವಿದ್ಯುತ್ ಕಾರ್ಮಿಕರ ಸಂಘ ಮತ್ತು ಸಂಜೀವಿನಿ ಜೀವ ರಕ್ಷಕ ಟ್ರಸ್ಟ್ ಇವರ ಸಂಯುಕ್ತ ಆಶ್ರಯದಲ್ಲಿ ಈ ಕಾರ್ಯಕ್ರಮ ನಡೆಯಲಿದ್ದು, ಸಮಾಜದ ವಿವಿಧ ಕ್ಷೇತ್ರಗಳಲ್ಲಿ ಸಾಧನೆಗೈದ ಗಣ್ಯರನ್ನು ಗೌರವಿಸುವ ಉದ್ದೇಶ ಹೊಂದಿದೆ.: [390, 2104, 661, 2148]
- kavigoshti-headline: 339ನೇ ಮನೆ ಕವಿಗೋಷ್ಠಿ: [62, 1839, 328, 1875]
- quote-icon: “: [816, 1390, 852, 1429]
- lead-story-column-1: [16, 351, 376, 927]
- maroon-box-text: [1140, 535, 1499, 607]
- logo-right: ವಿಜಯ: [665, 26, 795, 88]
- byline-text: ಭೀಮ ವಿಜಯ ನ್ಯೂಸ್: [488, 2034, 580, 2048]
- paragraph: ಹಾಸನ: ಸಂತೋಷ್ ಲಾಡ್ ಅವರ 52ನೇ ಜನ್ಮದಿನದ ಪ್ರಯುಕ್ತ 2026 ಫೆಬ್ರವರಿ 27ರ ಗುರುವಾರ ನಗರದಲ್ಲಿ ವಿಶೇಷ ಕಾರ್ಯಕ್ರಮವನ್ನು ಆಯೋಜಿಸಲಾಗಿದೆ ಎಂದು ಹಾಸನ ಜಿಲ್ಲಾ ವಿದ್ಯುತ್ ಕಾರ್ಮಿಕರ ಸಂಘದ ಪ್ರಧಾನ ಕಾರ್ಯದರ್ಶಿ ಬಾಲಸುಬ್ರಮಣ್ಯ ತಿಳಿಸಿದರು.: [390, 2055, 661, 2099]
- paragraph: ದ್ವಿತೀಯ ಸ್ಥಾನವನ್ನು ಷಷ್ಠಿ ಟಿ.ಎಂ ,ಜಯಂತ್ ಗೌಡ, ಮುರಳಿ ಎಚ್.ಎಸ್, ಮಿಥುನ್ ಗೌಡ ಬಿ.ಎಂ ,ಕಿರಣ್ ಎಚ್.ಎನ್ ,ದೀಕ್ಷಿತ್ ಎಚ್.ಎಸ್, ಹರ್ಷ ಗೌಡ ಎಂ, ಲಕ್ಷಿತ್ ಜೆ ಶೆಟ್ಟಿ ,ಮೋಕ್ಷಿತ ಎಚ್.ಎಸ್, ಜೀವನ್ ಸಿ.ಕೆ,ರೋನಕ್, ದ್ವಿತೀಯ ಸ್ಥಾನವನ್ನು ಪಡೆದರೆ ತೃತೀಯ ಸ್ಥಾನವನ್ನು ಮಾಯಾಂಕ್ ಟಿ, ನಕುಲ್ ಗೌಡ, ನೂತನ್ ಗೌಡ ಎ.ಆರ್, ಜೀವನ್ ಎಚ್.ಸಿ ಸೌಮ್ಯ ಗೌಡ: [14, 1532, 282, 1612]
- byline: [390, 2033, 661, 2049]
- office-title: ಭೀಮ ವಿಜಯ ಕಛೇರಿ ವಿಳಾಸ: [1224, 23, 1416, 47]
- maroon-box-title: [1140, 469, 1499, 534]
- santosh-lad-headline: [389, 1830, 947, 1926]
- paragraph: ಹೋರಾಟ ಮಾಡುತ್ತೇವೆ ಮತ್ತು ಅದಕ್ಕೆ ತಾವುಗಳು ಅವಕಾಶ ಮಾಡಿಕೊಡಬೇಕು ಎಂದು ಒತ್ತಾಯಿಸಿದರು. ಈ ವೇಳೆ ಮೇಡಂ ರವರ ಪರವಾಗಿ ನಿರು ಸರಬರಾಜು ನೌಕರರು ಮತ್ತು ಯುಜಿಡಿ ಸಿಬ್ಬಂದಿ ಉಪಸ್ಥಿತರಿದ್ದರು. ಹಾಗೂ ಈ ಬಗ್ಗೆ ಜಿಲ್ಲಾಧಿಕಾರಿಗಳಿಗೆ ಮನವಿ ಸಲ್ಲಿಸಿದರು. ಹಾಗೂ ಮಹಾನಗರ ಪಾಲಿಕೆಯ ನೀರು ಸರಬರಾಜು ಶಾಖೆ, ಯೋಜನೆ ಶಾಖೆ ಮತ್ತು ಪಾರ್ಕ್ ಸಿಬ್ಬಂದಿಗಳು ಮತ್ತು ವಾಹನ ಚಾಲಕರು ಉಪಸ್ಥಿತರಿದ್ದರು.: [1272, 1596, 1494, 1708]
- paragraph: ಹೇಮಾವತಿ ನದಿ ದಂಡೆ ವ್ಯಾಪ್ತಿಯಲ್ಲಿ ದೀರ್ಘಕಾಲದಿಂದ ಅಕ್ರಮ ಮರಳು ಗಣಿಗಾರಿಕೆ ನಡೆಯುತ್ತಿರುವುದರಿಂದ ಸರ್ಕಾರಕ್ಕೆ ಕೋಟ್ಯಾಂತರ ರೂಪಾಯಿ ರಾಜಸ್ವ ನಷ್ಟವಾಗುತ್ತಿರುವುದಾಗಿ ಅಂದಾಜಿಸಲಾಗಿದೆ.: [16, 596, 376, 648]
- section-divider: [14, 1814, 1500, 1817]
- section-divider: [14, 928, 1500, 931]
- chakra-wheel-icon: [629, 44, 658, 73]
- title-line: ಜನ್ಮದಿನದ, ಪ್ರಯುಕ್ತ ಪ್ರಶಸ್ತಿ ಪ್ರದಾನ: [518, 1887, 818, 1917]
- imprint-line-2: Hassan Dist. Karnataka Printed at: HONALU GRAPHICS, Ashoka road, Vidhya Nagar, Hassan Hassan Dist. Karnataka State.: [126, 2349, 1388, 2374]
- logo-left: ಭೀಮ: [518, 26, 622, 88]
- office-address-line2: ಹಳೆ ಅಂಚೆ ಕಛೇರಿ ರಸ್ತೆ, ಹಾಸನ-573201: [1231, 71, 1409, 86]
- byline-text: ಭೀಮ ವಿಜಯ ನ್ಯೂಸ್: [158, 357, 250, 371]
- paragraph: ಕಥಾ ವಿಭಾಗದಲ್ಲಿ ಪ್ರಥಮ ಸ್ಥಾನವನ್ನು ಸಾನ್ವಿ ಎಸ್ ಹೇಮಶ್ರೀ ಸಿ.ಡಿ , ಧ್ರುವ , ಶ್ರೇಯಸ್ ವಿ , ಸಿಂಚನ ಜೆ.ಎಸ್ ,ಸಮೃದ್ಧ ಟಿ.ಎಂ , ಯುಕ್ತಿ ಎಚ್.ಎನ್, ಮದನ್ ಗೌಡ ಡಿ.ಆರ್, ಪುನೀತ್ ಗೌಡ ಪ್ರಥಮ ಸ್ಥಾನವನ್ನು ಪಡೆದರೆ,: [14, 1480, 282, 1527]
- kariyamma-column-1: [950, 2100, 1219, 2304]
- imprint-line-1: Edited, Owned, Published Printed by: NAGARAJU.H.S. Karthik Nilaya,Hemavathi Nagar,Near Royal Appolo, 3rd Main, 12th Ward, Hassan,: [56, 2318, 1459, 2343]
- karate-students-photo: [14, 1080, 563, 1349]
- paragraph: ಜಾವಗಲ್: ಹೋಬಳಿಯ ಮಾವುತನಹಳ್ಳಿ ಹಾಗೂ ಗುಡಕಟ್ಟಿನ ದೇವತೆಯಾದ ಆದಿಶಕ್ತಿ ಕರಿಯಮ್ಮನವರ ವಿಜೃಂಭಣೆಯ ರಥೋತ್ಸವ ಮಾರ್ಚ 6 ಕ್ಕೆ ನಡೆಸಲಾಗುವುದೆಂದು ಗ್ರಾಮದ ಹಿರಿಯರು ಸುದ್ದಿಗಾರರಿಗೆ ತಿಳಿಸಿದರು: [950, 2126, 1219, 2170]
- kavitha-column-2: [814, 1531, 1027, 1801]
- temple-book-release-photo: [950, 1970, 1216, 2096]
- box-paragraph: ಪರವಾನಗಿ ಇಲ್ಲದೆ ನಡೆಯುತ್ತಿರುವ ಅಕ್ರಮ ಮರಳು ಗಣಿಗಾರಿಕೆಯಿಂದ ಸರ್ಕಾರಕ್ಕೆ ಲಕ್ಷಾಂತರ ರೂಪಾಯಿ ರಾಜಸ್ವ ನಷ್ಟವಾಗುತ್ತಿರುವುದಾಗಿ ಅಂದಾಜಿಸಲಾಗಿದೆ. ನಿರಂತರ ಮರಳು ತೆಗೆಯುವಿಕೆಯಿಂದ ನದಿ ದಂಡೆ ಕುಸಿತ, ಭೂಗರ್ಭಜಲ ಮಟ್ಟ ಕುಸಿತ ಹಾಗೂ ಪರಿಸರ ಸಮತೋಲನ ಹದಗೆಡುವ ಅಪಾಯ ಹೆಚ್ಚಾಗಿದೆ ಎಂದು ಪರಿಸರಾಸಕ್ತರು ಎಚ್ಚರಿಸಿದ್ದಾರೆ.: [397, 506, 743, 557]
- paragraph: ಹೇಮಾವತಿ ನದಿ ಮಲೆನಾಡಿನ ಜೀವನಾಡಿಯಾಗಿದ್ದು, ಅದರ ಸಂರಕ್ಷಣೆ ಸರ್ಕಾರ ಮತ್ತು ಸಮಾಜದ ಸಮೂಹ ಜವಾಬ್ದಾರಿಯಾಗಿದೆ. ಅಕ್ರಮ ಮರಳು ದಂಧೆಗೆ ತಡೆ ಹಾಕದಿದ್ದಲ್ಲಿ ಭವಿಷ್ಯದಲ್ಲಿ ಗಂಭೀರ ಪರಿಸರ ಹಾಗೂ ಸಾಮಾಜಿಕ ಸಮಸ್ಯೆಗಳು ಎದುರಾಗುವ ಸಾಧ್ಯತೆ ಇರುವುದರಿಂದ, ಜಿಲ್ಲಾಡಳಿತ ತುರ್ತು ಕ್ರಮ ಕೈಗೊಳ್ಳಬೇಕೆಂದು ಸಾರ್ವಜನಿಕರು ಆಗ್ರಹಿಸಿದ್ದಾರೆ.: [1138, 627, 1500, 685]
- quote-text: ಸಾರ್ವಜನಿಕರಿಗೆ ಸಹಕಾರಿಯಾಗುವ ರೀತಿ ಹಾಗೂ ಸಾರ್ವಜನಿಕರು ದೂರದಿಂದ ಬಂದು ದೂರು ಕೊಡಲು ಕಷ್ಟ ಆಗುತ್ತದೆ ಎಂದು ಕಮಿಷನರ್ ಸರ್ ಮತ್ತು ಕವಿತಾ ಮೇಡಂ ರವರು ಹೆಲ್ಪ್‌ಲೈನ್ ನಂಬರ್ ತೆರಿದಿದ್ದು ಮನೆಯಿಂದಲೇ ಸಾರ್ವಜನಿಕರು ಕರೆ ಮಾಡಿ ತಮ್ಮ ಸಮಸ್ಯೆಗಳನ್ನ ಮತ್ತು ದೂರುಗಳನ್ನ ಸಲ್ಲಿಸುವ ಅವಕಾಶವನ್ನು ಕಲ್ಪಿಸಿದ್ದಾರೆ. ಇಂಥ ಅಧಿಕಾರಿ ಮೇಲೆ ಈ ರೀತಿ ಆರೋಪ ಸಹಿಸುವುದಿಲ್ಲ ಎಂದು ಆಕ್ರೋಶ ಹೊರ ಹಾಕಿದರು.: [1276, 1204, 1487, 1316]
- box-paragraph: ಅಕ್ರಮವಾಗಿ ತೆಗೆಯಲಾದ ಮರಳನ್ನು ಮಳಲಿ ಲೇಔಟ್ ಪ್ರದೇಶದ ವಿವಿಧ ನಿರ್ಮಾಣ ಸೈಟ್‌ಗಳಲ್ಲಿ ಸಂಗ್ರಹಿಸಿ ಬಳಸಲಾಗುತ್ತಿದೆ ಎಂಬ ಆರೋಪ ಕೇಳಿಬಂದಿದೆ. ಅಗತ್ಯ ಅನುಮತಿ ಪಡೆಯದೇ ಕಟ್ಟಡ ನಿರ್ಮಾಣ ಹಾಗೂ ಮರಳು ಬಳಕೆ ನಡೆಸಿರುವವರ ವಿರುದ್ಧ ಪ್ರಕರಣ ದಾಖಲಿಸಬೇಕೆಂದು ಸಾರ್ವಜನಿಕರು ಒತ್ತಾಯಿಸಿದ್ದಾರೆ.: [1148, 539, 1490, 575]
